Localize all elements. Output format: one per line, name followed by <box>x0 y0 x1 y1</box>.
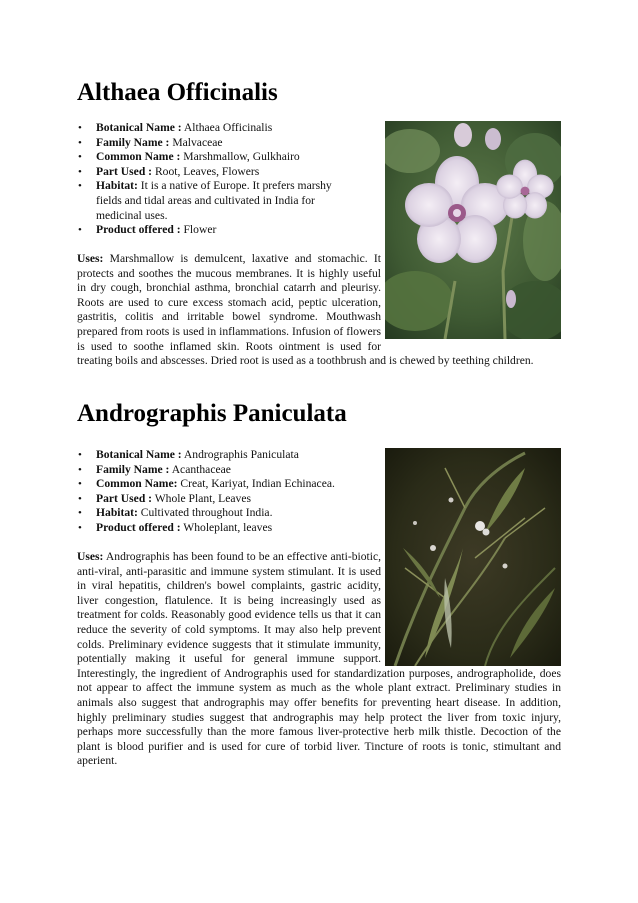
property-item: • Botanical Name : Andrographis Paniculata <box>77 448 377 463</box>
uses-label: Uses: <box>77 252 104 265</box>
property-item: • Habitat: Cultivated throughout India. <box>77 506 377 521</box>
uses-text: Andrographis has been found to be an effective anti-biotic, anti-viral, anti-parasitic and immune system stimulant. It is used in viral hepatitis, children's bowel complaints, gastric acidity, liver congestion, flatulence. It is being increasingly used as treatment for colds. Reasonably good evidence tells us that it can reduce the severity of cold symptoms. It may also help prevent colds. Preliminary evidence suggests that it stimulate immunity, potentially making it useful for general immune support. Interestingly, the ingredient of Andrographis used for standardization purposes, andrographolide, does not appear to affect the immune system as much as the whole plant extract. Preliminary studies in animals also suggest that andrographis may offer benefits for preventing heart disease. In addition, highly preliminary studies suggest that andrographis may help protect the liver from toxic injury, perhaps more successfully than the more famous liver-protective herb milk thistle. Decoction of the plant is blood purifier and is used for cure of torbid liver. Tincture of roots is tonic, stimultant and aperient. <box>77 550 561 768</box>
uses-label: Uses: <box>77 550 104 563</box>
property-item: • Part Used : Root, Leaves, Flowers <box>77 165 347 180</box>
property-item: • Family Name : Acanthaceae <box>77 463 377 478</box>
property-item: • Part Used : Whole Plant, Leaves <box>77 492 377 507</box>
property-item: • Habitat: It is a native of Europe. It prefers marshy fields and tidal areas and cultivated in India for medicinal uses. <box>77 179 347 223</box>
plant-title: Andrographis Paniculata <box>77 400 347 427</box>
property-item: • Common Name: Creat, Kariyat, Indian Echinacea. <box>77 477 377 492</box>
uses-paragraph <box>77 252 561 369</box>
property-list <box>77 448 377 536</box>
property-list <box>77 121 347 238</box>
property-item: • Common Name : Marshmallow, Gulkhairo <box>77 150 347 165</box>
property-item: • Product offered : Flower <box>77 223 347 238</box>
property-item: • Product offered : Wholeplant, leaves <box>77 521 377 536</box>
uses-text: Marshmallow is demulcent, laxative and stomachic. It protects and soothes the mucous membranes. It is highly useful in dry cough, bronchial asthma, bronchial catarrh and pleurisy. Roots are used to cure excess stomach acid, peptic ulceration, gastritis, colitis and irritable bowel syndrome. Mouthwash prepared from roots is used in inflammations. Infusion of flowers is used to soothe inflamed skin. Roots ointment is used for treating boils and abscesses. Dried root is used as a toothbrush and is chewed by teething children. <box>77 252 534 368</box>
property-item: • Botanical Name : Althaea Officinalis <box>77 121 347 136</box>
property-item: • Family Name : Malvaceae <box>77 136 347 151</box>
uses-paragraph <box>77 550 561 769</box>
plant-title: Althaea Officinalis <box>77 79 278 106</box>
